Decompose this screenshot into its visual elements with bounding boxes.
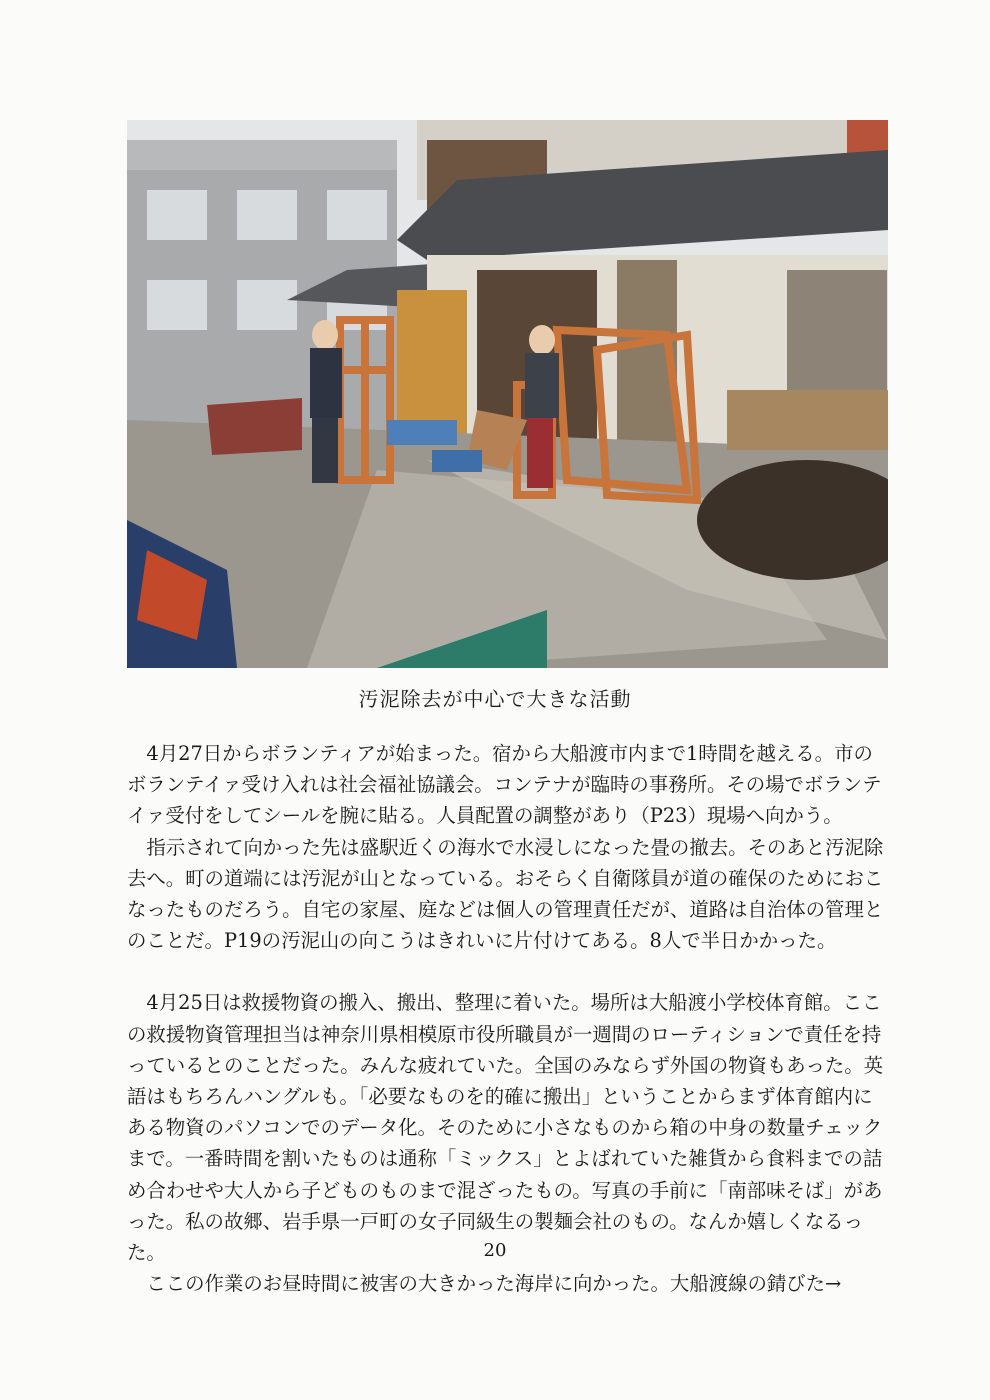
- photo-caption: 汚泥除去が中心で大きな活動: [358, 687, 632, 711]
- paragraph-gap: [127, 956, 891, 987]
- article-body: [127, 738, 891, 1299]
- page-number: 20: [483, 1240, 507, 1261]
- photo: [127, 120, 888, 668]
- paragraph-4: ここの作業のお昼時間に被害の大きかった海岸に向かった。大船渡線の錆びた→: [146, 1272, 842, 1296]
- paragraph-2: 指示されて向かった先は盛駅近くの海水で水浸しになった畳の撤去。そのあと汚泥除去へ。町の道端には汚泥が山となっている。おそらく自衛隊員が道の確保のためにおこなったものだろう。自宅の家屋、庭などは個人の管理責任だが、道路は自治体の管理とのことだ。P19の汚泥山の向こうはきれいに片付けてある。8人で半日かかった。: [127, 835, 884, 953]
- paragraph-1: 4月27日からボランティアが始まった。宿から大船渡市内まで1時間を越える。市のボランテイァ受け入れは社会福祉協議会。コンテナが臨時の事務所。その場でボランテイァ受付をしてシールを腕に貼る。人員配置の調整があり（P23）現場へ向かう。: [127, 742, 882, 828]
- paragraph-3: 4月25日は救援物資の搬入、搬出、整理に着いた。場所は大船渡小学校体育館。ここの救援物資管理担当は神奈川県相模原市役所職員が一週間のローティションで責任を持っているとのことだった。みんな疲れていた。全国のみならず外国の物資もあった。英語はもちろんハングルも。「必要なものを的確に搬出」ということからまず体育館内にある物資のパソコンでのデータ化。そのために小さなものから箱の中身の数量チェックまで。一番時間を割いたものは通称「ミックス」とよばれていた雑貨から食料までの詰め合わせや大人から子どものものまで混ざったもの。写真の手前に「南部味そば」があった。私の故郷、岩手県一戸町の女子同級生の製麺会社のもの。なんか嬉しくなるった。: [127, 991, 884, 1265]
- photo-illustration: [127, 120, 888, 668]
